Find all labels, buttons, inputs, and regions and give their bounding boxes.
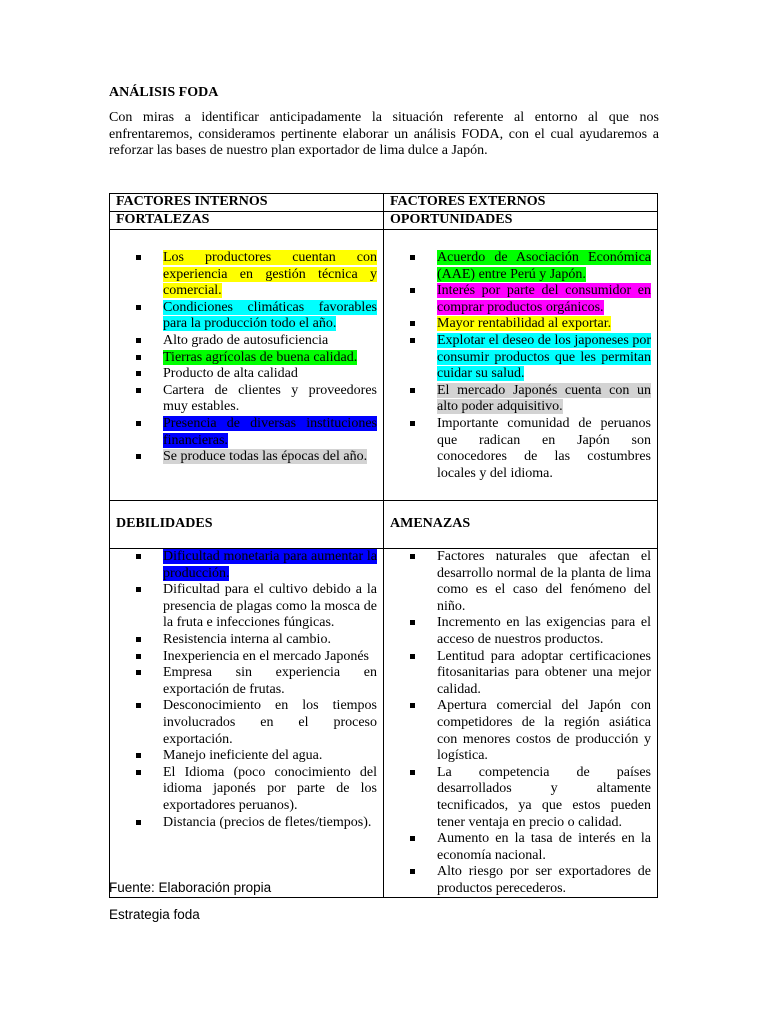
amenazas-list [390, 549, 651, 897]
debilidad-item-text: Empresa sin experiencia en exportación de frutas. [163, 665, 377, 697]
amenaza-item [410, 649, 651, 699]
fortaleza-item-text: Alto grado de autosuficiencia [163, 332, 329, 348]
fortaleza-item [136, 383, 377, 416]
amenaza-item-text: Alto riesgo por ser exportadores de productos perecederos. [437, 864, 651, 896]
fortaleza-item [136, 449, 377, 466]
debilidad-item-text: Dificultad monetaria para aumentar la producción. [163, 549, 377, 581]
debilidad-item-text: Distancia (precios de fletes/tiempos). [163, 814, 372, 830]
fortaleza-item-text: Producto de alta calidad [163, 366, 298, 382]
debilidad-item [136, 549, 377, 582]
document-title: ANÁLISIS FODA [109, 85, 219, 100]
amenazas-cell [384, 549, 658, 898]
fortaleza-item-text: Los productores cuentan con experiencia en gestión técnica y comercial. [163, 250, 377, 299]
foda-table [109, 193, 658, 898]
amenaza-item-text: Factores naturales que afectan el desarrollo normal de la planta de lima como es el caso del fenómeno del niño. [437, 549, 651, 614]
oportunidad-item-text: Interés por parte del consumidor en comprar productos orgánicos. [437, 283, 651, 315]
oportunidad-item-text: El mercado Japonés cuenta con un alto poder adquisitivo. [437, 382, 651, 415]
intro-paragraph: Con miras a identificar anticipadamente la situación referente al entorno al que nos enfrentaremos, consideramos pertinente elaborar un análisis FODA, con el cual ayudaremos a reforzar las bases de nuestro plan exportador de lima dulce a Japón. [109, 110, 659, 158]
oportunidad-item [410, 316, 651, 333]
header-external-factors: FACTORES EXTERNOS [384, 194, 658, 212]
fortaleza-item [136, 300, 377, 333]
fortaleza-item-text: Se produce todas las épocas del año. [163, 449, 368, 465]
debilidad-item [136, 698, 377, 748]
fortalezas-list [116, 250, 377, 466]
fortaleza-item-text: Tierras agrícolas de buena calidad. [163, 349, 358, 365]
fortaleza-item [136, 350, 377, 367]
oportunidad-item [410, 333, 651, 383]
debilidades-cell [110, 549, 384, 898]
debilidad-item-text: Resistencia interna al cambio. [163, 631, 331, 647]
fortalezas-cell [110, 230, 384, 501]
debilidad-item [136, 765, 377, 815]
label-amenazas: AMENAZAS [384, 501, 658, 549]
header-internal-factors: FACTORES INTERNOS [110, 194, 384, 212]
oportunidad-item-text: Acuerdo de Asociación Económica (AAE) entre Perú y Japón. [437, 250, 651, 282]
fortaleza-item [136, 333, 377, 350]
amenaza-item [410, 549, 651, 615]
debilidad-item [136, 748, 377, 765]
debilidad-item-text: Dificultad para el cultivo debido a la presencia de plagas como la mosca de la fruta e infecciones fúngicas. [163, 582, 377, 631]
oportunidad-item-text: Importante comunidad de peruanos que radican en Japón son conocedores de las costumbres locales y del idioma. [437, 415, 651, 481]
debilidad-item [136, 582, 377, 632]
oportunidad-item [410, 283, 651, 316]
amenaza-item [410, 864, 651, 897]
amenaza-item [410, 615, 651, 648]
fortaleza-item-text: Cartera de clientes y proveedores muy estables. [163, 382, 377, 415]
label-fortalezas: FORTALEZAS [110, 212, 384, 230]
debilidad-item [136, 665, 377, 698]
label-oportunidades: OPORTUNIDADES [384, 212, 658, 230]
debilidad-item [136, 815, 377, 832]
fortaleza-item [136, 416, 377, 449]
fortaleza-item [136, 366, 377, 383]
debilidad-item-text: Desconocimiento en los tiempos involucrados en el proceso exportación. [163, 698, 377, 747]
amenaza-item [410, 831, 651, 864]
oportunidad-item [410, 383, 651, 416]
label-debilidades: DEBILIDADES [110, 501, 384, 549]
oportunidad-item-text: Mayor rentabilidad al exportar. [437, 316, 612, 332]
fortaleza-item-text: Presencia de diversas instituciones financieras. [163, 415, 377, 448]
amenaza-item [410, 765, 651, 831]
oportunidad-item [410, 250, 651, 283]
amenaza-item-text: Apertura comercial del Japón con competidores de la región asiática con menores costos de producción y logística. [437, 698, 651, 764]
debilidad-item [136, 632, 377, 649]
oportunidades-cell [384, 230, 658, 501]
debilidad-item-text: El Idioma (poco conocimiento del idioma japonés por parte de los exportadores peruanos). [163, 764, 377, 813]
oportunidades-list [390, 250, 651, 482]
oportunidad-item-text: Explotar el deseo de los japoneses por consumir productos que les permitan cuidar su salud. [437, 332, 651, 382]
next-section-heading: Estrategia foda [109, 907, 200, 922]
fortaleza-item-text: Condiciones climáticas favorables para la producción todo el año. [163, 299, 377, 332]
oportunidad-item [410, 416, 651, 482]
amenaza-item [410, 698, 651, 764]
debilidad-item-text: Manejo ineficiente del agua. [163, 748, 323, 764]
debilidad-item-text: Inexperiencia en el mercado Japonés [163, 648, 370, 664]
amenaza-item-text: La competencia de países desarrollados y altamente tecnificados, ya que estos pueden tener ventaja en precio o calidad. [437, 764, 651, 830]
debilidad-item [136, 649, 377, 666]
amenaza-item-text: Incremento en las exigencias para el acceso de nuestros productos. [437, 615, 651, 647]
amenaza-item-text: Lentitud para adoptar certificaciones fitosanitarias para obtener una mejor calidad. [437, 648, 651, 697]
debilidades-list [116, 549, 377, 831]
fortaleza-item [136, 250, 377, 300]
amenaza-item-text: Aumento en la tasa de interés en la economía nacional. [437, 831, 651, 863]
source-note: Fuente: Elaboración propia [109, 880, 272, 895]
